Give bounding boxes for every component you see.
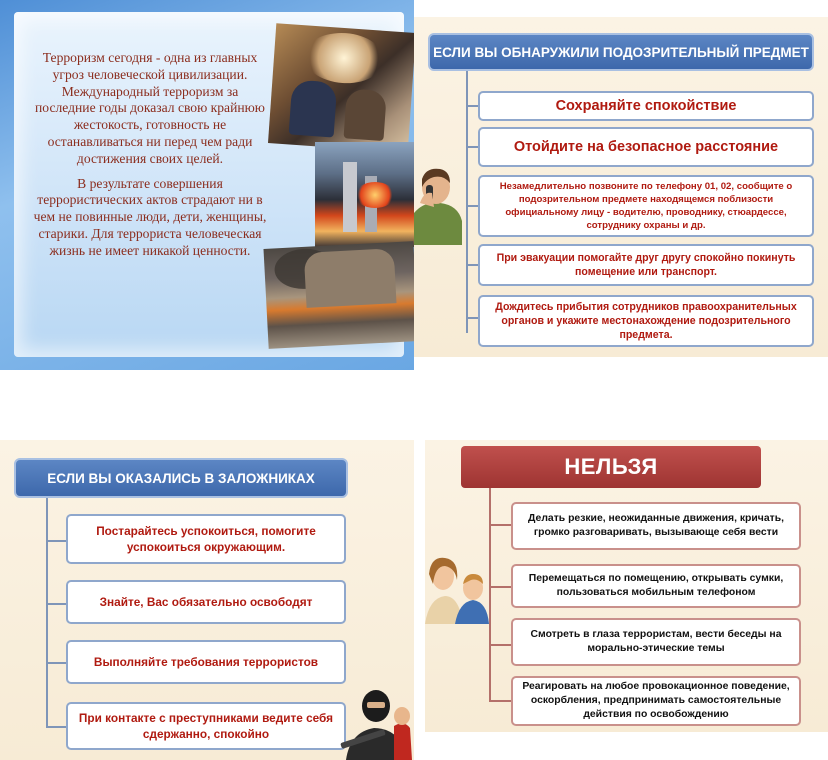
armed-terrorist-illustration	[340, 680, 414, 760]
hostage-title: ЕСЛИ ВЫ ОКАЗАЛИСЬ В ЗАЛОЖНИКАХ	[14, 458, 348, 498]
hostage-advice-calm-down: Постарайтесь успокоиться, помогите успокоиться окружающим.	[66, 514, 346, 564]
explosion-photo	[268, 23, 414, 152]
intro-paragraph-1: Терроризм сегодня - одна из главных угроз человеческой цивилизации. Международный терроризм за последние годы доказал свою крайнюю жестокость, готовность не останавливаться ни перед чем ради достижения своих целей.	[35, 50, 265, 166]
instruction-wait-police: Дождитесь прибытия сотрудников правоохранительных органов и укажите местонахождение подозрительного предмета.	[478, 295, 814, 347]
forbidden-title: НЕЛЬЗЯ	[461, 446, 761, 488]
tree-line	[466, 71, 468, 333]
hostage-advice-will-be-freed: Знайте, Вас обязательно освободят	[66, 580, 346, 624]
frightened-woman-and-child-illustration	[425, 550, 491, 624]
burning-hotel-photo	[263, 241, 414, 349]
terrorism-intro-panel	[0, 0, 414, 370]
intro-text	[30, 50, 270, 268]
forbidden-sudden-movements: Делать резкие, неожиданные движения, кричать, громко разговаривать, вызывающе себя вести	[511, 502, 801, 550]
forbidden-eye-contact: Смотреть в глаза террористам, вести беседы на морально-этические темы	[511, 618, 801, 666]
instruction-move-away: Отойдите на безопасное расстояние	[478, 127, 814, 167]
hostage-advice-restrained: При контакте с преступниками ведите себя сдержанно, спокойно	[66, 702, 346, 750]
forbidden-react-provocation: Реагировать на любое провокационное поведение, оскорбления, предпринимать самостоятельные действия по освобождению	[511, 676, 801, 726]
intro-paragraph-2: В результате совершения террористических актов страдают ни в чем не повинные люди, дети, женщины, старики. Для террориста человеческая жизнь не имеет никакой ценности.	[33, 175, 267, 258]
suspicious-object-panel	[414, 17, 828, 357]
man-on-phone-illustration	[414, 163, 464, 245]
instruction-stay-calm: Сохраняйте спокойствие	[478, 91, 814, 121]
burning-towers-photo	[315, 142, 414, 247]
suspicious-object-title: ЕСЛИ ВЫ ОБНАРУЖИЛИ ПОДОЗРИТЕЛЬНЫЙ ПРЕДМЕТ	[428, 33, 814, 71]
instruction-call-phone: Незамедлительно позвоните по телефону 01, 02, сообщите о подозрительном предмете находящемся поблизости официальному лицу - водителю, проводнику, стюардессе, сотруднику охраны и др.	[478, 175, 814, 237]
instruction-evacuation: При эвакуации помогайте друг другу спокойно покинуть помещение или транспорт.	[478, 244, 814, 286]
forbidden-panel	[425, 440, 828, 732]
hostage-advice-comply: Выполняйте требования террористов	[66, 640, 346, 684]
hostage-panel	[0, 440, 414, 760]
forbidden-moving-phones: Перемещаться по помещению, открывать сумки, пользоваться мобильным телефоном	[511, 564, 801, 608]
